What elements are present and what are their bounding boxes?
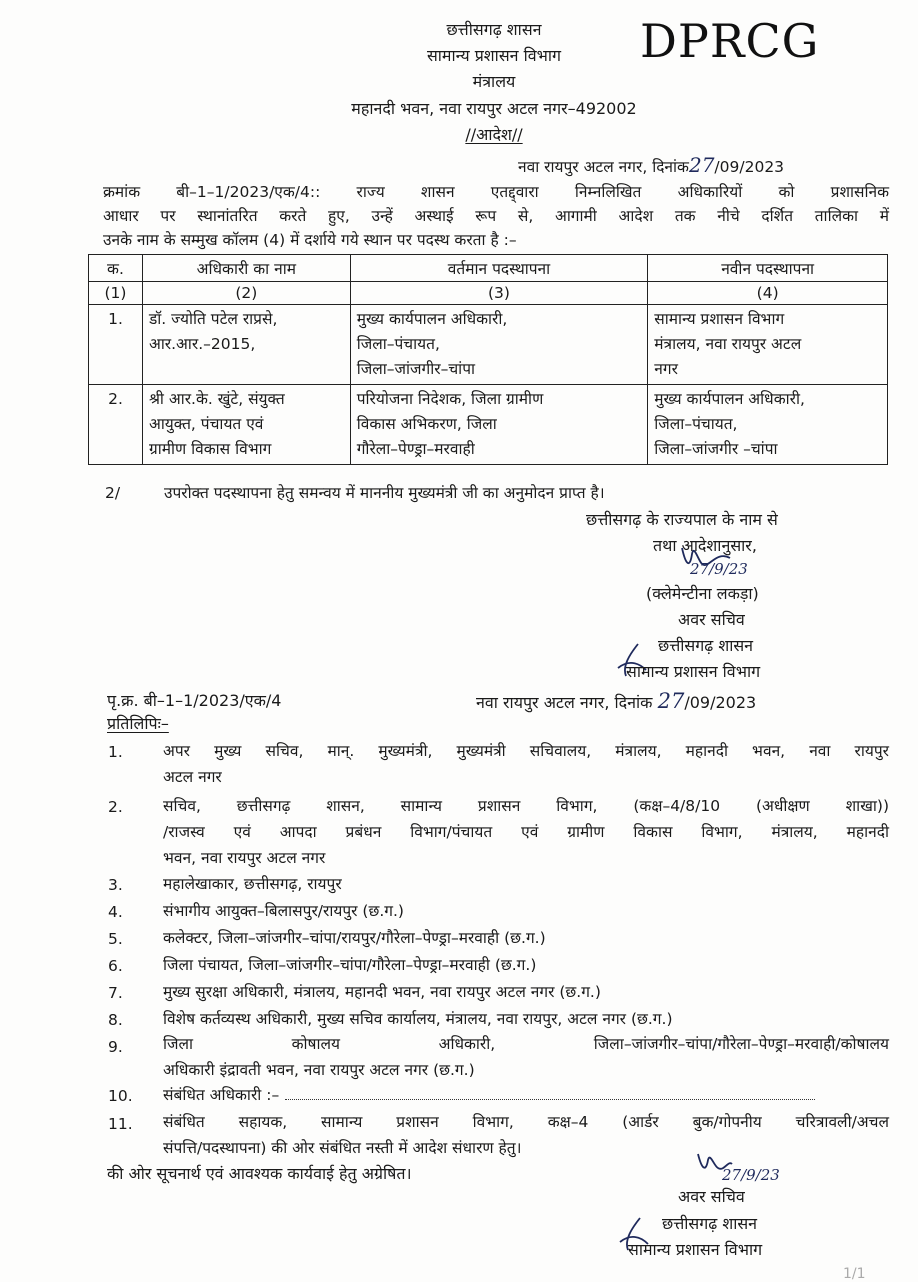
order-date-rest: /09/2023 bbox=[714, 158, 785, 176]
row-officer-name bbox=[142, 305, 350, 385]
cell-line: मुख्य कार्यपालन अधिकारी, bbox=[356, 310, 508, 328]
copy-number: 4. bbox=[108, 903, 123, 921]
endorsement-place-date-prefix: नवा रायपुर अटल नगर, दिनांक bbox=[476, 693, 653, 712]
cell-line: विकास अभिकरण, जिला bbox=[356, 415, 497, 433]
closing-line: की ओर सूचनार्थ एवं आवश्यक कार्यवाई हेतु अग्रेषित। bbox=[107, 1164, 412, 1183]
copy-line: संपत्ति/पदस्थापना) की ओर संबंधित नस्ती में आदेश संधारण हेतु। bbox=[163, 1139, 522, 1157]
blank-dotted-line bbox=[285, 1089, 815, 1100]
copy-line: जिला पंचायत, जिला–जांजगीर–चांपा/गौरेला–पेण्ड्रा–मरवाही (छ.ग.) bbox=[163, 956, 537, 974]
copy-text bbox=[163, 898, 889, 924]
intro-line-1: क्रमांक बी–1–1/2023/एक/4:: राज्य शासन एतद्द्वारा निम्नलिखित अधिकारियों को प्रशासनिक bbox=[103, 183, 889, 201]
copy-text bbox=[163, 1031, 889, 1083]
row-sno: 2. bbox=[89, 385, 143, 465]
copy-line: सचिव, छत्तीसगढ़ शासन, सामान्य प्रशासन विभाग, (कक्ष–4/8/10 (अधीक्षण शाखा)) bbox=[163, 797, 889, 815]
endorsement-date-handwritten: 27 bbox=[657, 689, 685, 713]
header-sno: क. bbox=[89, 255, 143, 282]
order-date-handwritten: 27 bbox=[688, 153, 715, 177]
cell-line: नगर bbox=[654, 360, 678, 378]
copy-number: 9. bbox=[108, 1038, 123, 1056]
copy-number: 1. bbox=[108, 743, 123, 761]
header-govt: छत्तीसगढ़ शासन bbox=[446, 20, 542, 39]
row-current-posting bbox=[350, 385, 648, 465]
copy-number: 3. bbox=[108, 876, 123, 894]
cell-line: आयुक्त, पंचायत एवं bbox=[148, 415, 264, 433]
copy-text bbox=[163, 871, 889, 897]
copy-number: 2. bbox=[108, 798, 123, 816]
sig1-designation: अवर सचिव bbox=[678, 610, 745, 629]
copy-number: 11. bbox=[108, 1115, 133, 1133]
colnum-1: (1) bbox=[89, 282, 143, 305]
sig2-designation: अवर सचिव bbox=[678, 1187, 745, 1206]
copy-line: अटल नगर bbox=[163, 768, 222, 786]
cell-line: जिला–जांजगीर –चांपा bbox=[654, 440, 778, 458]
order-place-date-prefix: नवा रायपुर अटल नगर, दिनांक bbox=[518, 158, 689, 176]
cell-line: जिला–पंचायत, bbox=[356, 335, 440, 353]
intro-line-2: आधार पर स्थानांतरित करते हुए, उन्हें अस्थाई रूप से, आगामी आदेश तक नीचे दर्शित तालिका में bbox=[103, 207, 889, 225]
cell-line: मुख्य कार्यपालन अधिकारी, bbox=[654, 390, 805, 408]
copy-text bbox=[163, 925, 889, 951]
colnum-2: (2) bbox=[142, 282, 350, 305]
table-row bbox=[89, 385, 888, 465]
header-department: सामान्य प्रशासन विभाग bbox=[426, 46, 562, 65]
cell-line: ग्रामीण विकास विभाग bbox=[148, 440, 272, 458]
header-officer-name: अधिकारी का नाम bbox=[142, 255, 350, 282]
copy-line: कलेक्टर, जिला–जांजगीर–चांपा/रायपुर/गौरेला–पेण्ड्रा–मरवाही (छ.ग.) bbox=[163, 929, 546, 947]
copy-text bbox=[163, 1109, 889, 1161]
sig1-name: (क्लेमेन्टीना लकड़ा) bbox=[646, 584, 759, 603]
row-sno: 1. bbox=[89, 305, 143, 385]
copy-number: 8. bbox=[108, 1011, 123, 1029]
brand-watermark: DPRCG bbox=[640, 14, 820, 68]
header-new-posting: नवीन पदस्थापना bbox=[648, 255, 888, 282]
sig1-dept-govt: छत्तीसगढ़ शासन bbox=[658, 636, 754, 655]
copy-text bbox=[163, 1082, 889, 1108]
page-number: 1/1 bbox=[843, 1266, 866, 1282]
cell-line: जिला–जांजगीर–चांपा bbox=[356, 360, 476, 378]
sig1-handwritten-date: 27/9/23 bbox=[690, 560, 748, 578]
copy-heading: प्रतिलिपिः– bbox=[107, 714, 169, 733]
cell-line: आर.आर.–2015, bbox=[148, 335, 256, 353]
cell-line: श्री आर.के. खुंटे, संयुक्त bbox=[148, 390, 285, 408]
copy-line: महालेखाकार, छत्तीसगढ़, रायपुर bbox=[163, 875, 342, 893]
header-address: महानदी भवन, नवा रायपुर अटल नगर–492002 bbox=[351, 99, 637, 118]
endorsement-ref: पृ.क्र. बी–1–1/2023/एक/4 bbox=[107, 691, 282, 710]
order-title: //आदेश// bbox=[465, 125, 523, 144]
copy-line: संबंधित सहायक, सामान्य प्रशासन विभाग, कक्ष–4 (आर्डर बुक/गोपनीय चरित्रावली/अचल bbox=[163, 1113, 889, 1131]
copy-line: भवन, नवा रायपुर अटल नगर bbox=[163, 849, 326, 867]
cell-line: सामान्य प्रशासन विभाग bbox=[654, 310, 785, 328]
copy-text bbox=[163, 952, 889, 978]
copy-text bbox=[163, 979, 889, 1005]
table-colnum-row bbox=[89, 282, 888, 305]
copy-text bbox=[163, 1006, 889, 1032]
cell-line: परियोजना निदेशक, जिला ग्रामीण bbox=[356, 390, 544, 408]
header-mantralaya: मंत्रालय bbox=[472, 72, 516, 91]
endorsement-date-rest: /09/2023 bbox=[684, 693, 757, 712]
header-current-posting: वर्तमान पदस्थापना bbox=[350, 255, 648, 282]
cell-line: डॉ. ज्योति पटेल राप्रसे, bbox=[148, 310, 278, 328]
copy-line-label: संबंधित अधिकारी :– bbox=[163, 1086, 280, 1104]
para2-number: 2/ bbox=[105, 484, 121, 502]
colnum-3: (3) bbox=[350, 282, 648, 305]
transfer-table bbox=[88, 254, 888, 465]
cell-line: गौरेला–पेण्ड्रा–मरवाही bbox=[356, 440, 475, 458]
cell-line: मंत्रालय, नवा रायपुर अटल bbox=[654, 335, 802, 353]
copy-line: जिला कोषालय अधिकारी, जिला–जांजगीर–चांपा/गौरेला–पेण्ड्रा–मरवाही/कोषालय bbox=[163, 1035, 889, 1053]
copy-line: मुख्य सुरक्षा अधिकारी, मंत्रालय, महानदी भवन, नवा रायपुर अटल नगर (छ.ग.) bbox=[163, 983, 601, 1001]
sig1-governor-line: छत्तीसगढ़ के राज्यपाल के नाम से bbox=[586, 510, 778, 529]
row-new-posting bbox=[648, 385, 888, 465]
copy-line: विशेष कर्तव्यस्थ अधिकारी, मुख्य सचिव कार्यालय, मंत्रालय, नवा रायपुर, अटल नगर (छ.ग.) bbox=[163, 1010, 673, 1028]
sig2-dept-govt: छत्तीसगढ़ शासन bbox=[662, 1214, 758, 1233]
table-header-row bbox=[89, 255, 888, 282]
copy-line: अपर मुख्य सचिव, मान्. मुख्यमंत्री, मुख्यमंत्री सचिवालय, मंत्रालय, महानदी भवन, नवा रायपुर bbox=[163, 742, 889, 760]
table-row bbox=[89, 305, 888, 385]
row-current-posting bbox=[350, 305, 648, 385]
copy-text bbox=[163, 793, 889, 871]
order-date-line bbox=[518, 154, 784, 178]
copy-line: अधिकारी इंद्रावती भवन, नवा रायपुर अटल नगर (छ.ग.) bbox=[163, 1061, 475, 1079]
copy-line bbox=[163, 1082, 889, 1108]
sig2-handwritten-date: 27/9/23 bbox=[722, 1166, 780, 1184]
copy-text bbox=[163, 738, 889, 790]
sig1-order-line: तथा आदेशानुसार, bbox=[653, 536, 757, 555]
copy-number: 6. bbox=[108, 957, 123, 975]
para2-text: उपरोक्त पदस्थापना हेतु समन्वय में माननीय मुख्यमंत्री जी का अनुमोदन प्राप्त है। bbox=[164, 484, 605, 502]
row-officer-name bbox=[142, 385, 350, 465]
colnum-4: (4) bbox=[648, 282, 888, 305]
copy-number: 5. bbox=[108, 930, 123, 948]
sig2-dept-name: सामान्य प्रशासन विभाग bbox=[628, 1240, 763, 1259]
sig1-dept-name: सामान्य प्रशासन विभाग bbox=[626, 662, 761, 681]
row-new-posting bbox=[648, 305, 888, 385]
copy-number: 10. bbox=[108, 1087, 133, 1105]
cell-line: जिला–पंचायत, bbox=[654, 415, 738, 433]
copy-number: 7. bbox=[108, 984, 123, 1002]
endorsement-date-line bbox=[476, 690, 756, 714]
intro-line-3: उनके नाम के सम्मुख कॉलम (4) में दर्शाये गये स्थान पर पदस्थ करता है :– bbox=[103, 231, 517, 249]
copy-line: संभागीय आयुक्त–बिलासपुर/रायपुर (छ.ग.) bbox=[163, 902, 404, 920]
copy-line: /राजस्व एवं आपदा प्रबंधन विभाग/पंचायत एवं ग्रामीण विकास विभाग, मंत्रालय, महानदी bbox=[163, 823, 889, 841]
